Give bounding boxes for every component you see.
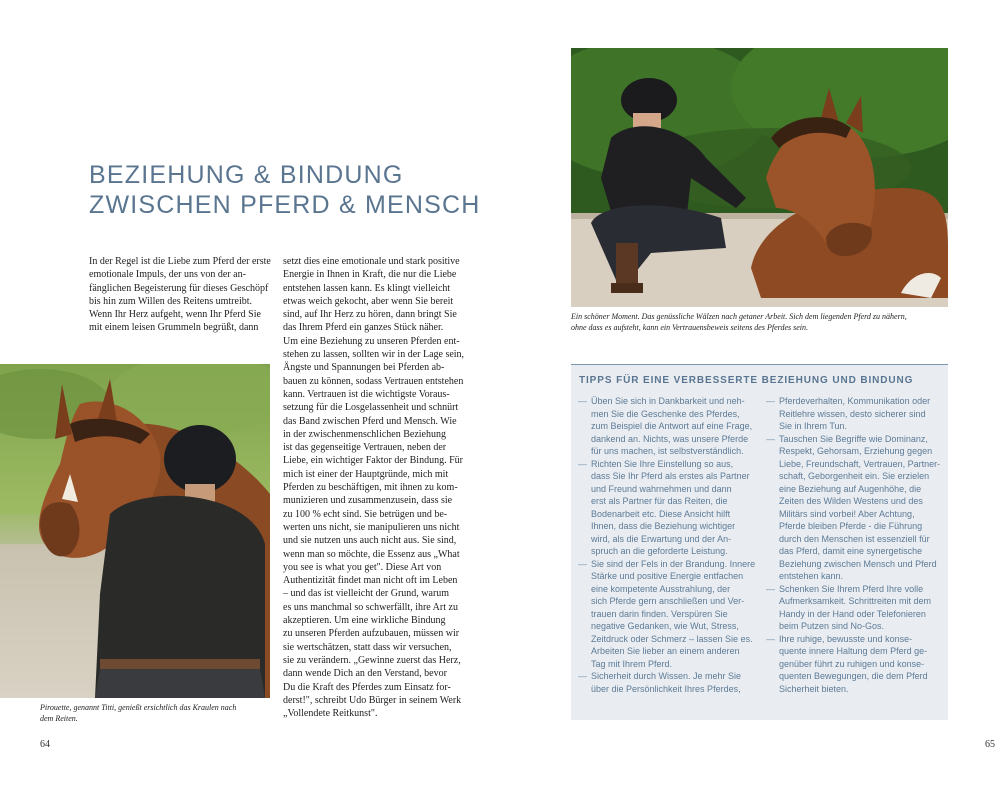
tip-line: eine Beziehung auf Augenhöhe, die bbox=[779, 483, 922, 494]
tip-line: durch den Menschen ist essenziell für bbox=[779, 533, 930, 544]
tip-line: spruch an die geforderte Leistung. bbox=[591, 546, 728, 556]
text-line: bis hin zum Willen des Reitens umtreibt. bbox=[89, 295, 253, 307]
text-line: Pferden zu beschäftigen, mit ihnen zu kom- bbox=[283, 482, 458, 494]
text-line: stehen zu lassen, sollten wir in der Lage sein, bbox=[283, 349, 465, 361]
text-line: Um eine Beziehung zu unseren Pferden ent- bbox=[283, 335, 460, 347]
tip-line: — Tauschen Sie Begriffe wie Dominanz, bbox=[779, 433, 944, 446]
text-line: Energie in Ihnen in Kraft, die nur die Liebe bbox=[283, 269, 457, 281]
title-line: BEZIEHUNG & BINDUNG bbox=[89, 161, 404, 189]
text-line: das Ihrem Pferd ein ganzes Stück näher. bbox=[283, 322, 444, 334]
caption-left-photo bbox=[40, 702, 270, 724]
tip-line: dass Sie Ihr Pferd als erstes als Partner bbox=[591, 471, 750, 481]
text-line: – und das ist vielleicht der Grund, warum bbox=[283, 588, 450, 600]
photo-person-hugging-horse bbox=[0, 364, 270, 698]
tip-line: genüber führt zu ruhigen und konse- bbox=[779, 658, 925, 669]
tip-item bbox=[591, 458, 766, 558]
text-line: „Vollendete Reitkunst". bbox=[283, 708, 378, 720]
tip-line: — Ihre ruhige, bewusste und konse- bbox=[779, 633, 944, 646]
tips-title: TIPPS FÜR EINE VERBESSERTE BEZIEHUNG UND BINDUNG bbox=[579, 375, 914, 386]
tip-line: über die Persönlichkeit Ihres Pferdes, bbox=[591, 683, 741, 694]
tip-line: Reitlehre wissen, desto sicherer sind bbox=[779, 408, 926, 419]
text-line: es uns manchmal so schwerfällt, ihre Art zu bbox=[283, 601, 458, 613]
tip-line: — Sicherheit durch Wissen. Je mehr Sie bbox=[591, 670, 766, 683]
tip-line: zum Beispiel die Antwort auf eine Frage, bbox=[591, 421, 753, 431]
tip-item bbox=[591, 558, 766, 671]
chapter-title bbox=[89, 160, 489, 220]
tip-item bbox=[591, 395, 766, 458]
tip-line: Aufmerksamkeit. Schrittreiten mit dem bbox=[779, 596, 932, 606]
tip-item bbox=[779, 433, 944, 583]
text-line: munizieren und zusammenzusein, dass sie bbox=[283, 495, 453, 507]
tip-line: men Sie die Geschenke des Pferdes, bbox=[591, 408, 740, 419]
text-line: emotionale Impuls, der uns von der an- bbox=[89, 269, 246, 281]
tip-line: — Üben Sie sich in Dankbarkeit und neh- bbox=[591, 395, 766, 408]
tip-line: Sicherheit bieten. bbox=[779, 683, 849, 694]
text-line: das Band zwischen Pferd und Mensch. Wie bbox=[283, 415, 457, 427]
tip-line: erst als Partner für das Reiten, die bbox=[591, 496, 728, 506]
tips-column-right bbox=[779, 395, 944, 695]
tip-line: wird, als die Erwartung und der An- bbox=[591, 533, 732, 544]
tip-line: Militärs sind vorbei! Aber Achtung, bbox=[779, 508, 915, 519]
tip-line: Liebe, Freundschaft, Vertrauen, Partner- bbox=[779, 458, 941, 469]
tip-line: Zeitdruck oder Schmerz – lassen Sie es. bbox=[591, 633, 753, 644]
text-line: wenn man so möchte, die Essenz aus „What bbox=[283, 548, 460, 560]
text-line: und sie nutzen uns auch nicht aus. Sie sind, bbox=[283, 535, 457, 547]
text-line: setzung für die Losgelassenheit und schnürt bbox=[283, 402, 459, 414]
tip-item bbox=[779, 583, 944, 633]
text-line: akzeptieren. Um eine wirkliche Bindung bbox=[283, 615, 446, 627]
tip-line: beim Putzen sind No-Gos. bbox=[779, 621, 885, 631]
text-line: Du die Kraft des Pferdes zum Einsatz for- bbox=[283, 681, 451, 693]
text-line: fänglichen Begeisterung für dieses Geschöpf bbox=[89, 282, 269, 294]
text-line: werten uns nicht, sie manipulieren uns nicht bbox=[283, 521, 460, 533]
tip-line: das Pferd, damit eine synergetische bbox=[779, 546, 923, 556]
tip-line: entstehen kann. bbox=[779, 571, 844, 581]
tip-line: Handy in der Hand oder Telefonieren bbox=[779, 608, 926, 619]
tip-line: — Richten Sie Ihre Einstellung so aus, bbox=[591, 458, 766, 471]
text-line: zu 100 % echt sind. Sie betrügen und be- bbox=[283, 508, 448, 520]
tip-line: trauen darin finden. Verspüren Sie bbox=[591, 608, 728, 619]
text-line: sie wertschätzen, statt dass wir versuchen, bbox=[283, 641, 452, 653]
text-line: Wenn Ihr Herz aufgeht, wenn Ihr Pferd Sie bbox=[89, 309, 261, 321]
title-line: ZWISCHEN PFERD & MENSCH bbox=[89, 191, 481, 219]
text-line: setzt dies eine emotionale und stark positive bbox=[283, 256, 460, 267]
tip-line: Bodenarbeit etc. Diese Ansicht hilft bbox=[591, 508, 731, 519]
tip-line: Stärke und positive Energie entfachen bbox=[591, 571, 744, 581]
text-line: in der zwischenmenschlichen Beziehung bbox=[283, 428, 446, 440]
text-line: Liebe, ein wichtiger Faktor der Bindung. Für bbox=[283, 455, 463, 467]
text-line: you see is what you get". Diese Art von bbox=[283, 561, 442, 573]
tip-line: Beziehung zwischen Mensch und Pferd bbox=[779, 558, 937, 569]
photo-left-illustration bbox=[0, 364, 270, 698]
tips-box bbox=[571, 364, 948, 720]
tip-line: quente innere Haltung dem Pferd ge- bbox=[779, 646, 928, 656]
page-number-left: 64 bbox=[40, 739, 50, 750]
tip-line: — Schenken Sie Ihrem Pferd Ihre volle bbox=[779, 583, 944, 596]
body-text-column-1 bbox=[89, 255, 274, 335]
text-line: Authentizität findet man nicht oft im Leben bbox=[283, 575, 458, 587]
text-line: dann wende Dich an den Verstand, bevor bbox=[283, 668, 447, 680]
text-line: zu unseren Pferden aufzubauen, müssen wir bbox=[283, 628, 460, 640]
text-line: entstehen lassen kann. Es klingt vielleicht bbox=[283, 282, 451, 294]
text-line: ist das gegenseitige Vertrauen, neben der bbox=[283, 442, 447, 454]
tip-line: und Freund wahrnehmen und dann bbox=[591, 483, 732, 494]
caption-line: Pirouette, genannt Titti, genießt ersichtlich das Kraulen nach bbox=[40, 703, 237, 712]
text-line: mich ist einer der Hauptgründe, mich mit bbox=[283, 468, 449, 480]
tip-line: dankend an. Nichts, was unsere Pferde bbox=[591, 433, 749, 444]
text-line: derst!", schreibt Udo Bürger in seinem Werk bbox=[283, 694, 462, 706]
tip-line: Zeiten des Wilden Westens und des bbox=[779, 496, 923, 506]
body-text-column-2 bbox=[283, 255, 473, 720]
text-line: bauen zu können, sodass Vertrauen entstehen bbox=[283, 375, 464, 387]
tip-line: Respekt, Gehorsam, Erziehung gegen bbox=[779, 446, 933, 456]
tip-line: eine kompetente Ausstrahlung, der bbox=[591, 583, 731, 594]
tip-line: Sie in Ihrem Tun. bbox=[779, 421, 848, 431]
page-number-right: 65 bbox=[985, 739, 995, 750]
text-line: mit einem leisen Grummeln begrüßt, dann bbox=[89, 322, 259, 334]
text-line: sind, auf Ihr Herz zu hören, dann bringt Sie bbox=[283, 309, 457, 321]
tip-line: quenten Bewegungen, die dem Pferd bbox=[779, 671, 928, 681]
tip-line: sich Pferde gern anschließen und Ver- bbox=[591, 596, 745, 606]
tip-line: schaft, Geborgenheit ein. Sie erzielen bbox=[779, 471, 930, 481]
tip-line: Tag mit Ihrem Pferd. bbox=[591, 658, 673, 669]
tip-line: — Sie sind der Fels in der Brandung. Innere bbox=[591, 558, 766, 571]
tip-line: Pferde bleiben Pferde - die Führung bbox=[779, 521, 923, 531]
caption-line: ohne dass es aufsteht, kann ein Vertrauensbeweis seitens des Pferdes sein. bbox=[571, 323, 808, 332]
text-line: Ängste und Spannungen bei Pferden ab- bbox=[283, 362, 445, 374]
caption-right-photo bbox=[571, 311, 951, 333]
text-line: kann. Vertrauen ist die wichtigste Voraus- bbox=[283, 388, 450, 400]
photo-person-with-lying-horse bbox=[571, 48, 948, 307]
caption-line: Ein schöner Moment. Das genüssliche Wälzen nach getaner Arbeit. Sich dem liegenden Pferd zu nähern, bbox=[571, 312, 907, 321]
tip-line: negative Gedanken, wie Wut, Stress, bbox=[591, 621, 739, 631]
text-line: In der Regel ist die Liebe zum Pferd der erste bbox=[89, 256, 271, 267]
tip-line: für uns machen, ist selbstverständlich. bbox=[591, 446, 744, 456]
caption-line: dem Reiten. bbox=[40, 714, 78, 723]
tip-item bbox=[591, 670, 766, 695]
photo-right-illustration bbox=[571, 48, 948, 307]
text-line: etwas weich gekocht, aber wenn Sie bereit bbox=[283, 295, 454, 307]
text-line: sie zu verändern. „Gewinne zuerst das Herz, bbox=[283, 654, 461, 666]
tips-column-left bbox=[591, 395, 766, 695]
tip-line: Ihnen, dass die Beziehung wichtiger bbox=[591, 521, 736, 531]
tip-item bbox=[779, 395, 944, 433]
tip-item bbox=[779, 633, 944, 696]
tip-line: Arbeiten Sie lieber an einem anderen bbox=[591, 646, 740, 656]
tip-line: — Pferdeverhalten, Kommunikation oder bbox=[779, 395, 944, 408]
